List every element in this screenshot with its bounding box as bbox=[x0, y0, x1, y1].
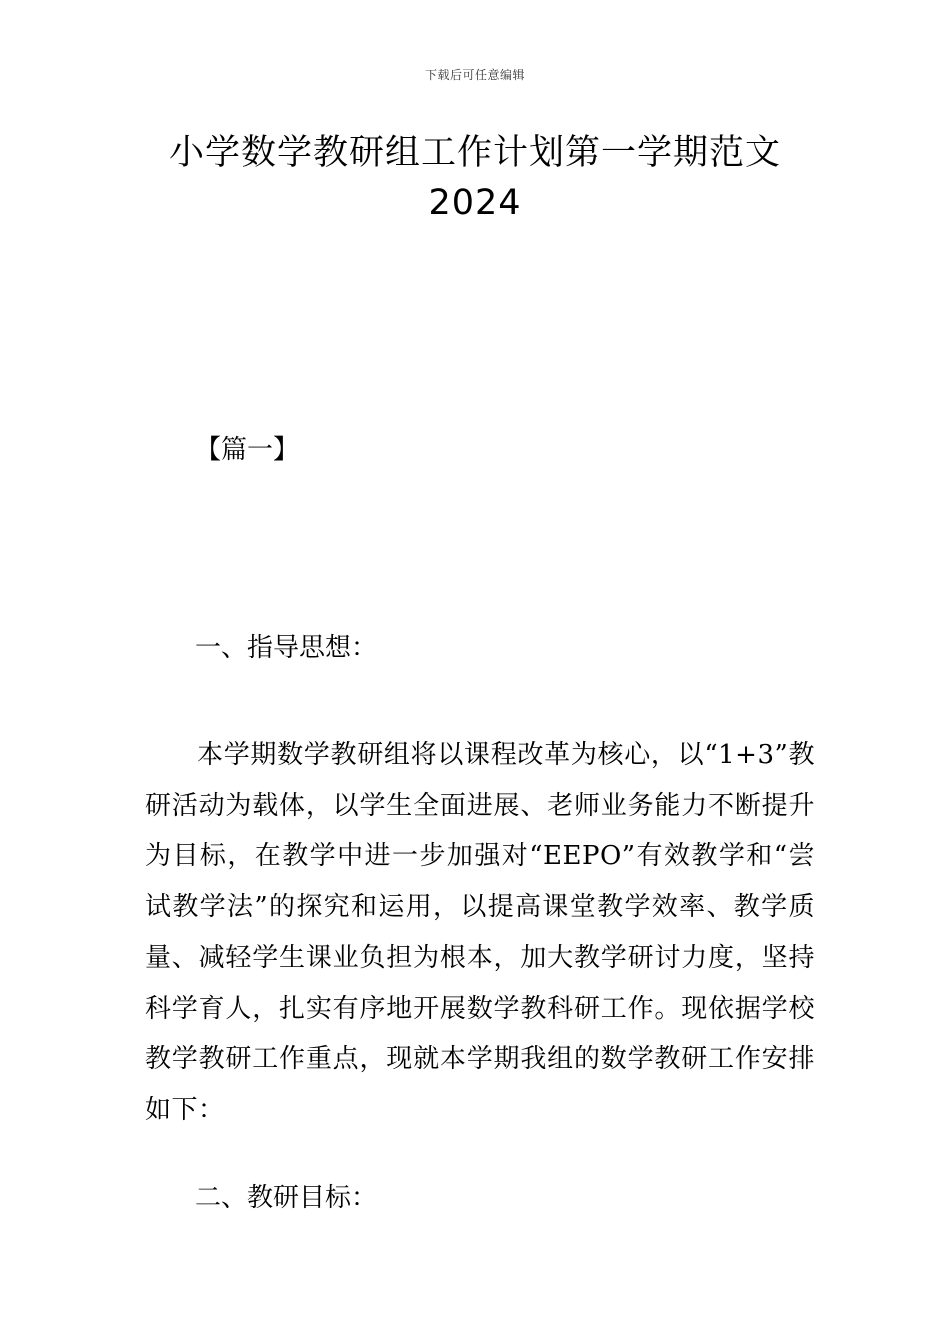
section-heading-research-goals: 二、教研目标： bbox=[195, 1183, 378, 1213]
header-note: 下载后可任意编辑 bbox=[424, 68, 525, 82]
document-title bbox=[100, 128, 850, 228]
body-paragraph: 本学期数学教研组将以课程改革为核心，以“1+3”教研活动为载体，以学生全面进展、老师业务能力不断提升为目标，在教学中进一步加强对“EEPO”有效教学和“尝试教学法”的探究和运用，以提高课堂教学效率、教学质量、减轻学生课业负担为根本，加大教学研讨力度，坚持科学育人，扎实有序地开展数学教科研工作。现依据学校教学教研工作重点，现就本学期我组的数学教研工作安排如下： bbox=[145, 740, 815, 1125]
section-heading-guiding-thought: 一、指导思想： bbox=[195, 633, 378, 663]
section-label: 【篇一】 bbox=[195, 435, 300, 465]
title-line-2: 2024 bbox=[428, 183, 522, 223]
title-line-1: 小学数学教研组工作计划第一学期范文 bbox=[168, 133, 781, 173]
